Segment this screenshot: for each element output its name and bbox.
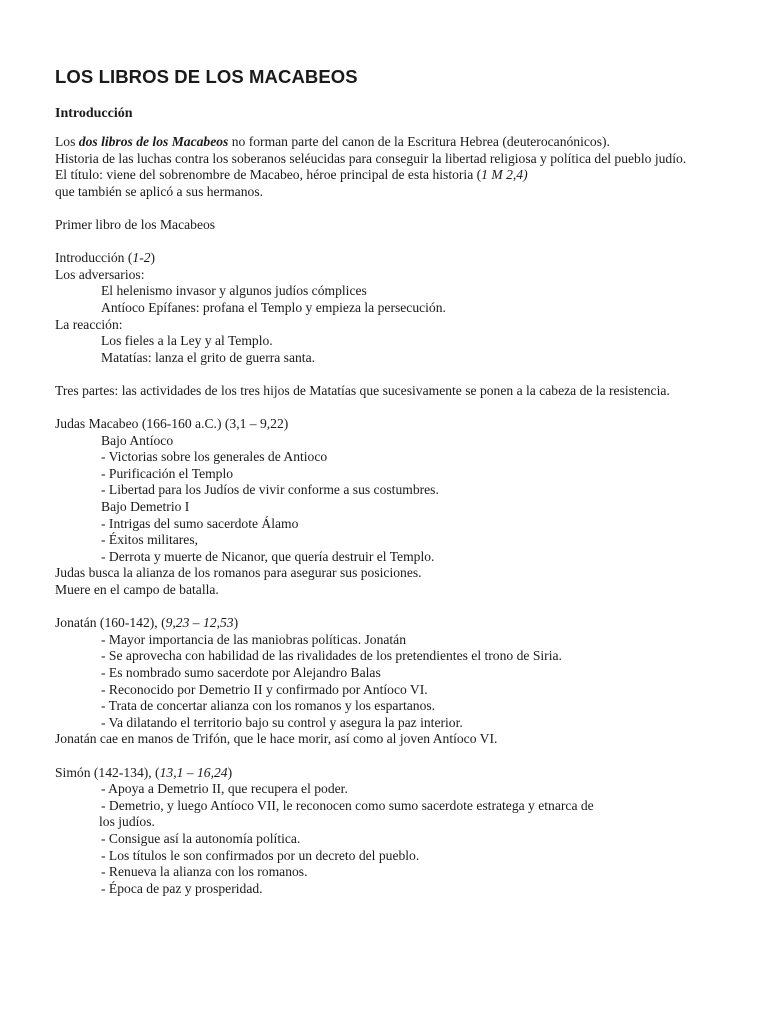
list-item: - Renueva la alianza con los romanos. xyxy=(101,864,308,880)
outline-item: Antíoco Epífanes: profana el Templo y empieza la persecución. xyxy=(101,299,446,315)
heading-reference: 9,23 – 12,53 xyxy=(165,615,234,631)
list-item: - Éxitos militares, xyxy=(101,532,199,548)
outline-reference: 1-2 xyxy=(132,250,151,266)
judas-after: Judas busca la alianza de los romanos para asegurar sus posiciones. xyxy=(55,565,422,581)
jonatan-heading xyxy=(55,615,715,632)
list-item: los judíos. xyxy=(99,814,155,830)
intro-paragraph-1 xyxy=(55,134,715,151)
list-item: - Victorias sobre los generales de Antioco xyxy=(101,449,328,465)
document-title: LOS LIBROS DE LOS MACABEOS xyxy=(55,66,358,87)
outline-item: Matatías: lanza el grito de guerra santa. xyxy=(101,349,316,365)
intro-text: que también se aplicó a sus hermanos. xyxy=(55,183,264,199)
list-item: - Demetrio, y luego Antíoco VII, le reconocen como sumo sacerdote estratega y etnarca de xyxy=(101,797,594,813)
list-item: - Intrigas del sumo sacerdote Álamo xyxy=(101,515,299,531)
list-item: - Purificación el Templo xyxy=(101,465,234,481)
list-item: - Derrota y muerte de Nicanor, que quería destruir el Templo. xyxy=(101,548,435,564)
intro-text: Los xyxy=(55,134,79,149)
intro-emphasis: dos libros de los Macabeos xyxy=(78,134,229,149)
judas-heading: Judas Macabeo (166-160 a.C.) (3,1 – 9,22) xyxy=(55,416,289,432)
intro-text: El título: viene del sobrenombre de Macabeo, héroe principal de esta historia ( xyxy=(55,167,482,183)
heading-text: Simón (142-134), ( xyxy=(55,764,160,780)
outline-item: El helenismo invasor y algunos judíos cómplices xyxy=(101,283,367,299)
intro-reference: 1 M 2,4) xyxy=(481,167,528,183)
judas-after: Muere en el campo de batalla. xyxy=(55,582,219,598)
primer-libro-heading: Primer libro de los Macabeos xyxy=(55,216,216,232)
outline-reaccion: La reacción: xyxy=(55,316,123,332)
intro-heading: Introducción xyxy=(55,106,133,121)
outline-adversarios: Los adversarios: xyxy=(55,266,145,282)
list-item: - Apoya a Demetrio II, que recupera el poder. xyxy=(101,781,348,797)
outline-item: Los fieles a la Ley y al Templo. xyxy=(101,333,273,349)
heading-text: ) xyxy=(233,615,239,631)
list-item: - Consigue así la autonomía política. xyxy=(101,830,301,846)
list-item: - Se aprovecha con habilidad de las rivalidades de los pretendientes el trono de Siria. xyxy=(101,648,562,664)
document-page xyxy=(55,66,715,897)
outline-text: Introducción ( xyxy=(55,250,133,266)
list-item: Bajo Demetrio I xyxy=(101,499,190,515)
outline-text: ) xyxy=(150,250,156,266)
heading-text: Jonatán (160-142), ( xyxy=(55,615,166,631)
outline-intro xyxy=(55,250,715,267)
list-item: - Reconocido por Demetrio II y confirmado por Antíoco VI. xyxy=(101,681,428,697)
simon-heading xyxy=(55,765,715,782)
list-item: - Época de paz y prosperidad. xyxy=(101,880,263,896)
list-item: - Mayor importancia de las maniobras políticas. Jonatán xyxy=(101,631,407,647)
list-item: - Los títulos le son confirmados por un decreto del pueblo. xyxy=(101,847,420,863)
list-item: Bajo Antíoco xyxy=(101,432,174,448)
intro-paragraph-3 xyxy=(55,167,715,200)
intro-paragraph-2: Historia de las luchas contra los soberanos seléucidas para conseguir la libertad religiosa y política del pueblo judío. xyxy=(55,150,687,166)
list-item: - Libertad para los Judíos de vivir conforme a sus costumbres. xyxy=(101,482,439,498)
heading-reference: 13,1 – 16,24 xyxy=(159,764,228,780)
tres-partes: Tres partes: las actividades de los tres hijos de Matatías que sucesivamente se ponen a la cabeza de la resistencia. xyxy=(55,382,670,398)
intro-text: no forman parte del canon de la Escritura Hebrea (deuterocanónicos). xyxy=(228,134,610,149)
jonatan-after: Jonatán cae en manos de Trifón, que le hace morir, así como al joven Antíoco VI. xyxy=(55,731,498,747)
list-item: - Trata de concertar alianza con los romanos y los espartanos. xyxy=(101,698,436,714)
list-item: - Va dilatando el territorio bajo su control y asegura la paz interior. xyxy=(101,714,463,730)
list-item: - Es nombrado sumo sacerdote por Alejandro Balas xyxy=(101,665,381,680)
heading-text: ) xyxy=(227,764,233,780)
